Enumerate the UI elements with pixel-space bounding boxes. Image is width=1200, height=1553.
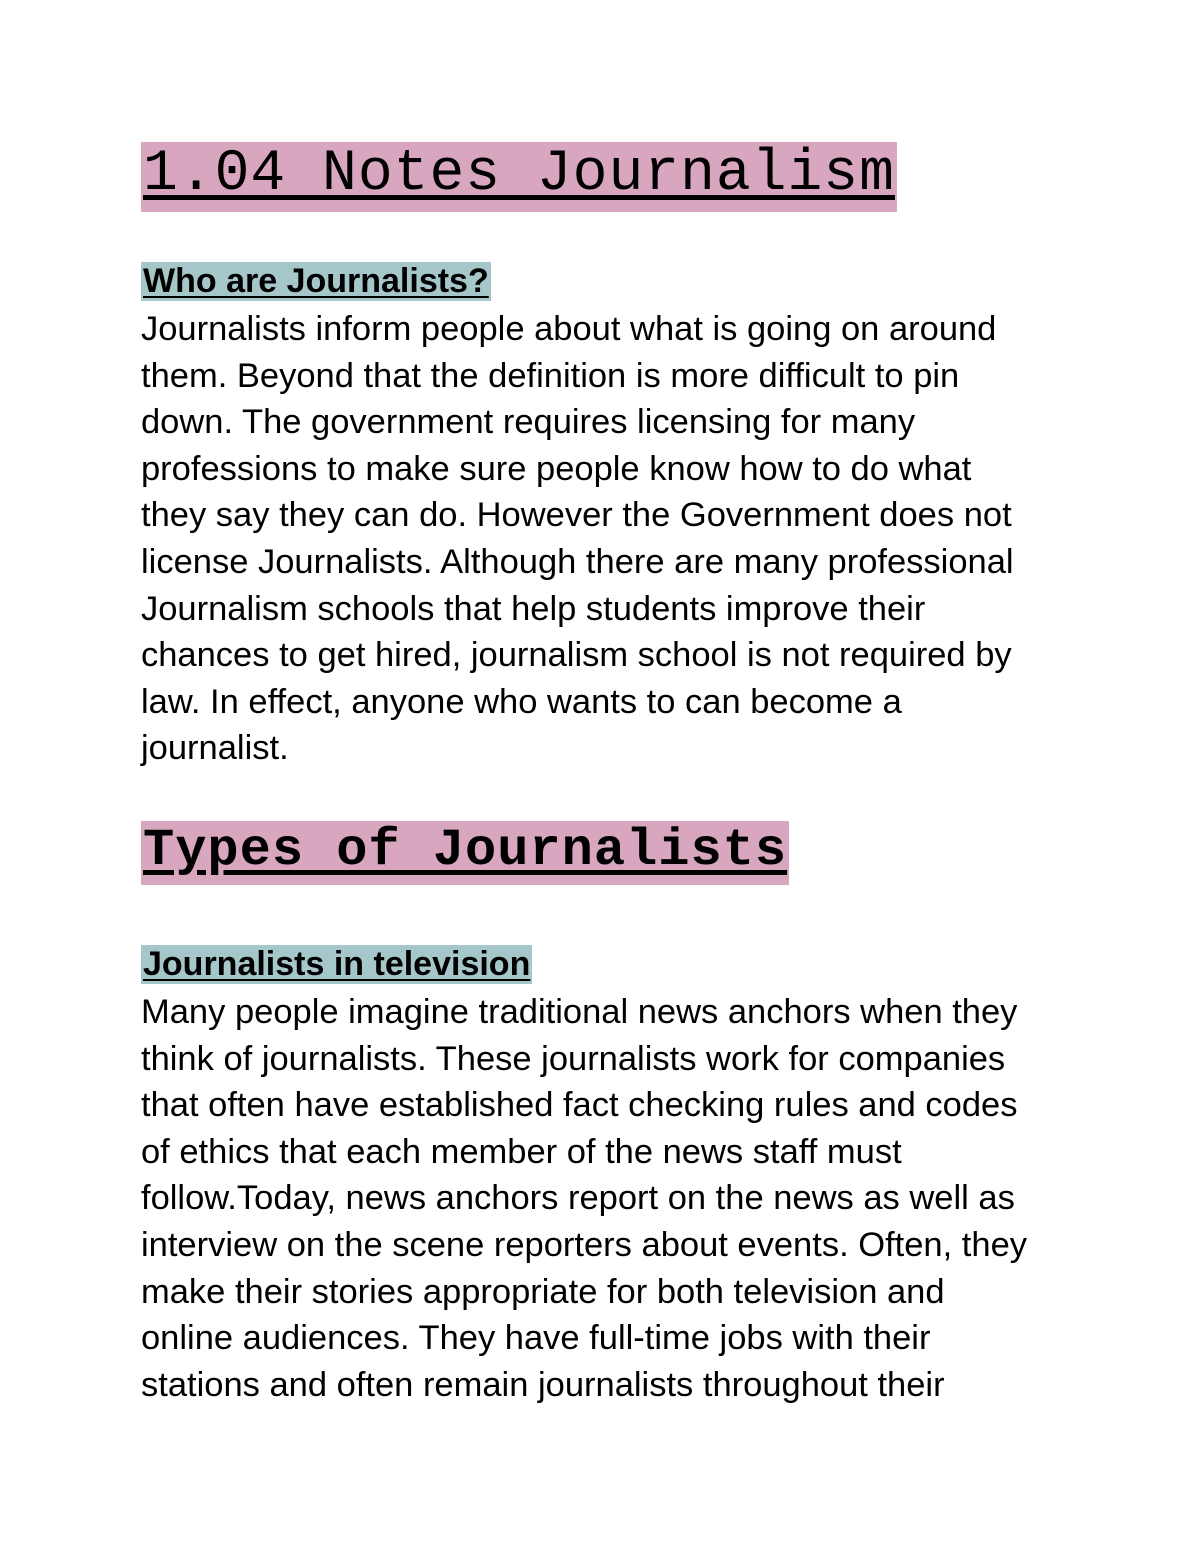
text-line: professions to make sure people know how to do what <box>141 449 972 488</box>
paragraph-who-are-journalists <box>141 306 1071 772</box>
text-line: interview on the scene reporters about events. Often, they <box>141 1225 1027 1264</box>
heading-who-are-journalists: Who are Journalists? <box>143 262 489 300</box>
text-line: license Journalists. Although there are many professional <box>141 542 1014 581</box>
text-line: Journalists inform people about what is going on around <box>141 310 997 348</box>
text-line: make their stories appropriate for both television and <box>141 1272 945 1311</box>
text-line: that often have established fact checking rules and codes <box>141 1086 1018 1125</box>
text-line: think of journalists. These journalists work for companies <box>141 1039 1006 1078</box>
text-line: chances to get hired, journalism school is not required by <box>141 636 1012 675</box>
text-line: them. Beyond that the definition is more difficult to pin <box>141 356 960 395</box>
section-title-types-of-journalists: Types of Journalists <box>141 821 789 885</box>
text-line: of ethics that each member of the news staff must <box>141 1132 902 1171</box>
text-line: law. In effect, anyone who wants to can become a <box>141 682 902 721</box>
text-line: online audiences. They have full-time jobs with their <box>141 1319 931 1358</box>
text-line: stations and often remain journalists throughout their <box>141 1365 945 1404</box>
paragraph-journalists-in-television <box>141 989 1071 1408</box>
text-line: Journalism schools that help students improve their <box>141 589 926 628</box>
heading-journalists-in-television: Journalists in television <box>143 945 531 983</box>
text-line: follow.Today, news anchors report on the news as well as <box>141 1179 1015 1218</box>
text-line: journalist. <box>141 729 289 768</box>
text-line: down. The government requires licensing for many <box>141 403 916 442</box>
text-line: Many people imagine traditional news anchors when they <box>141 993 1018 1031</box>
document-title: 1.04 Notes Journalism <box>141 142 897 212</box>
text-line: they say they can do. However the Government does not <box>141 496 1012 535</box>
